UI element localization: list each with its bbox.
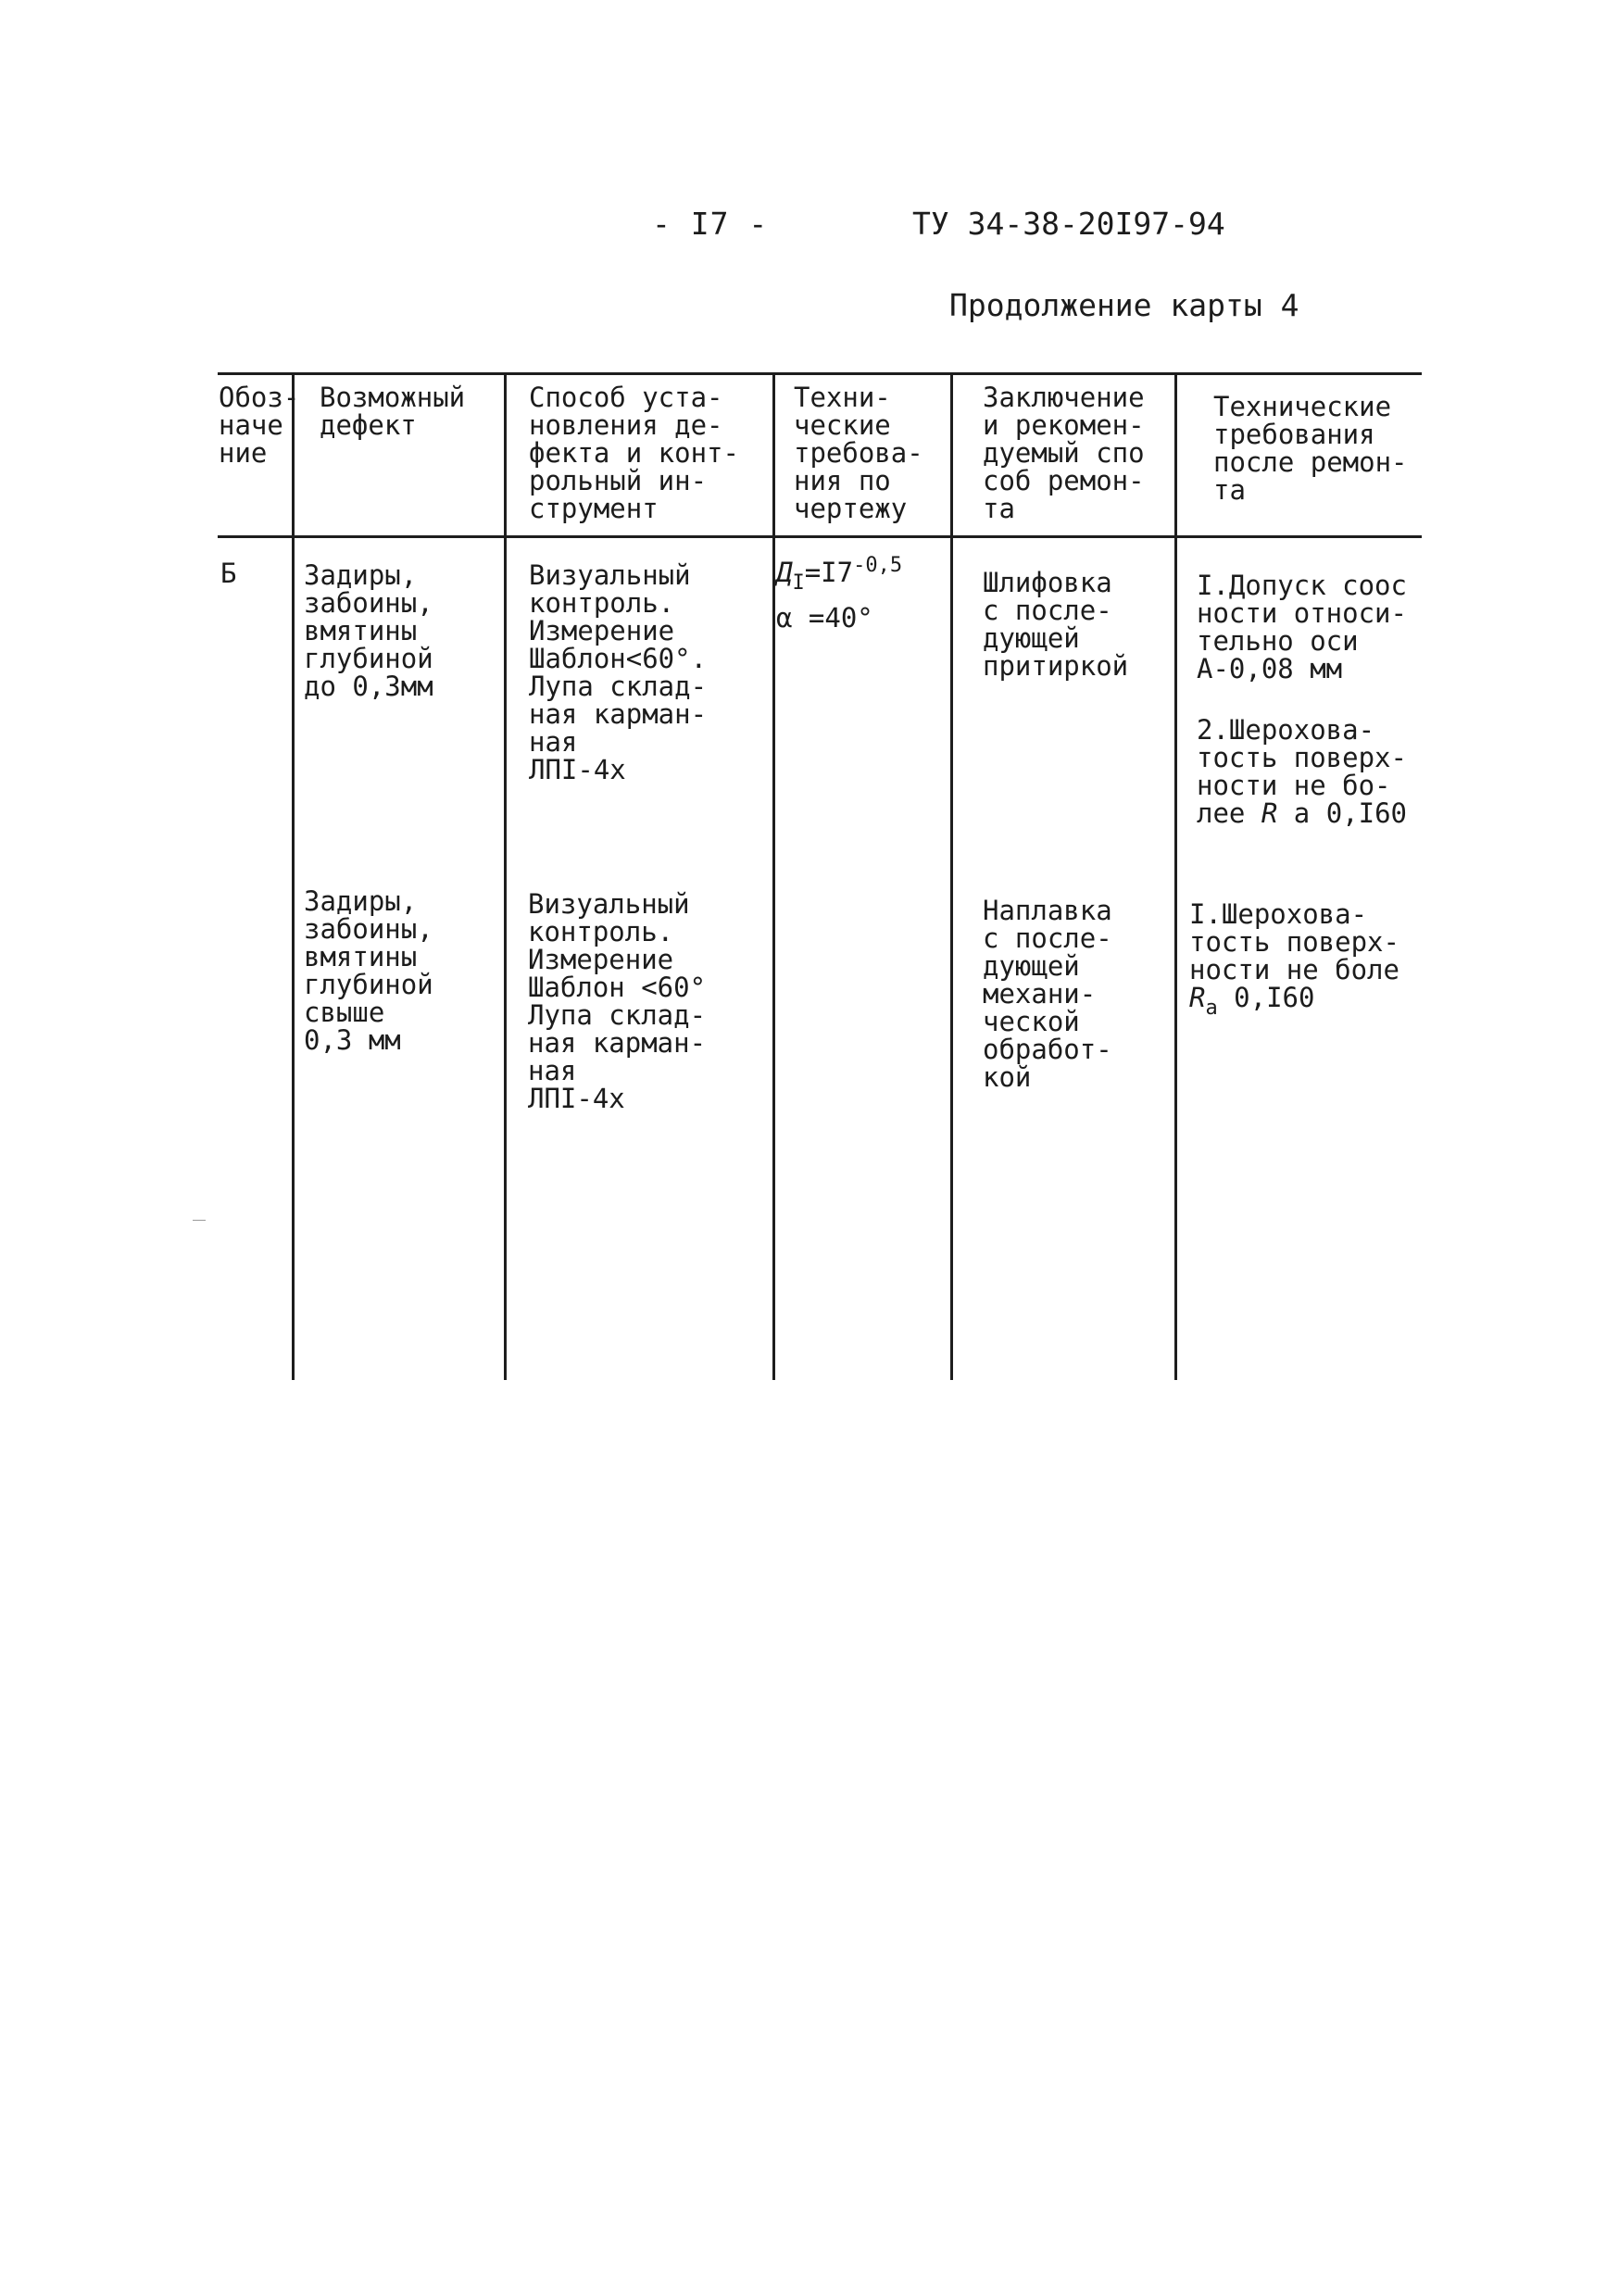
table-top-rule [218,372,1422,375]
roughness-symbol: R [1189,982,1206,1013]
page-number: - I7 - [652,206,769,242]
row2-after-repair [1189,898,1399,1020]
column-divider [950,372,953,1380]
diameter-symbol: Д [776,557,793,588]
roughness-subscript: a [1205,997,1218,1020]
column-divider [292,372,295,1380]
row1-method: Визуальный контроль. Измерение Шаблон<60°. Лупа склад- ная карман- ная ЛПI-4х [529,559,708,785]
column-header-after-repair: Технические требования после ремон- та [1213,391,1408,506]
row1-defect: Задиры, забоины, вмятины глубиной до 0,3мм [304,559,433,702]
margin-mark [193,1220,206,1221]
column-divider [504,372,507,1380]
row1-requirement-angle: α =40° [776,602,873,634]
roughness-value: 0,I60 [1217,982,1315,1013]
row1-conclusion: Шлифовка с после- дующей притиркой [983,567,1129,682]
diameter-subscript: I [792,571,805,595]
document-code: ТУ 34-38-20I97-94 [912,206,1225,242]
column-divider [772,372,775,1380]
row1-after-repair-1: I.Допуск соос ности относи- тельно оси А-0,08 мм [1197,570,1407,684]
row2-defect: Задиры, забоины, вмятины глубиной свыше 0,3 мм [304,885,433,1056]
column-header-method: Способ уста- новления де- фекта и конт- рольный ин- струмент [529,382,739,524]
column-divider [1174,372,1177,1380]
roughness-value: а 0,I60 [1277,797,1407,829]
column-header-defect: Возможный дефект [320,382,466,441]
row1-after-repair-2 [1197,716,1407,827]
roughness-text: I.Шерохова- тость поверх- ности не боле [1189,898,1399,985]
continuation-label: Продолжение карты 4 [949,287,1299,323]
diameter-tolerance: -0,5 [853,554,903,577]
table-header-rule [218,535,1422,538]
column-header-requirements: Техни- ческие требова- ния по чертежу [794,382,923,524]
diameter-value: =I7 [804,557,854,588]
row1-requirement-diameter [776,554,903,595]
row2-conclusion: Наплавка с после- дующей механи- ческой обработ- кой [983,895,1112,1093]
roughness-text: 2.Шерохова- тость поверх- ности не бо- лее [1197,714,1407,829]
column-header-designation: Обоз- наче ние [219,382,300,469]
row2-method: Визуальный контроль. Измерение Шаблон <60° Лупа склад- ная карман- ная ЛПI-4х [528,888,707,1114]
column-header-conclusion: Заключение и рекомен- дуемый спо соб ремон- та [983,382,1145,524]
row1-designation: Б [220,558,237,589]
roughness-symbol: R [1261,797,1278,829]
